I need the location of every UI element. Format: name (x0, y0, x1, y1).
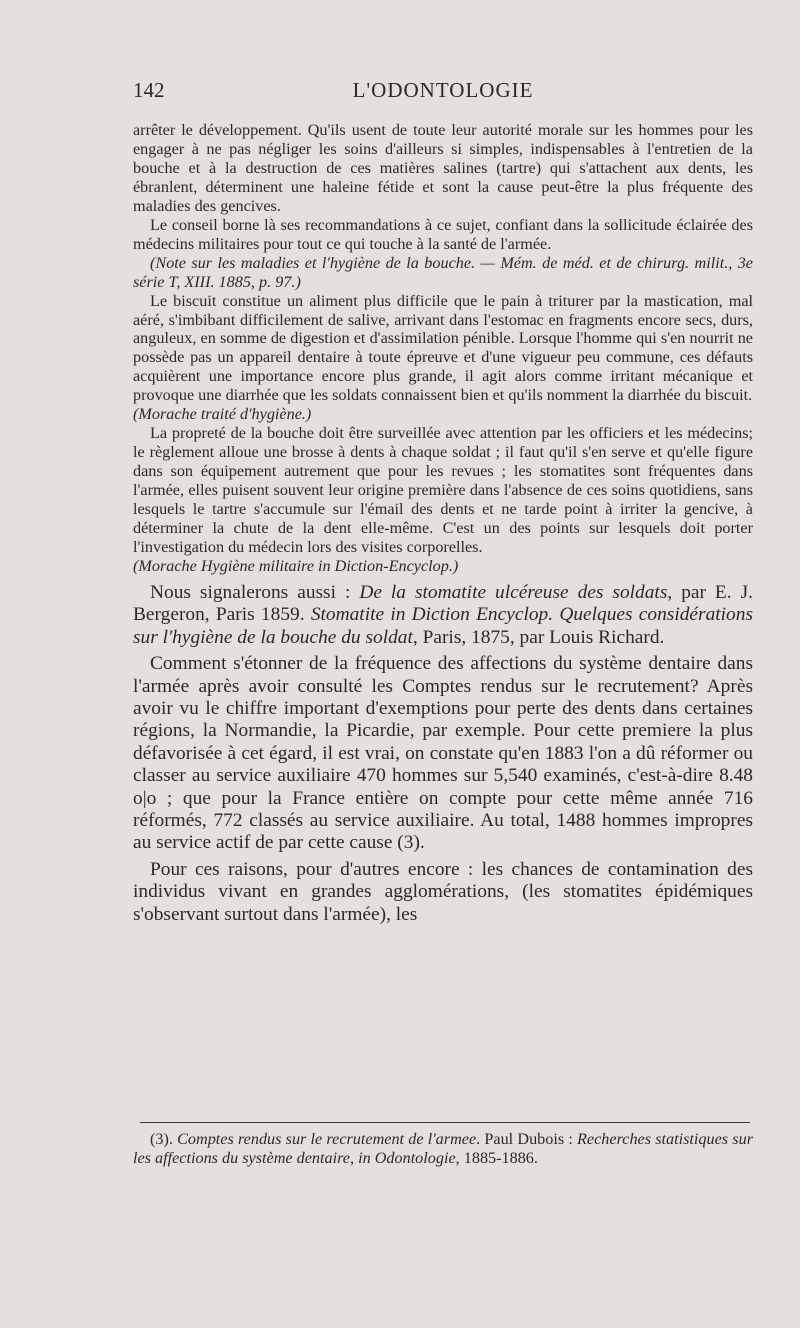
paragraph-biscuit: Le biscuit constitue un aliment plus difficile que le pain à triturer par la mastication, mal aéré, s'imbibant difficilement de salive, arrivant dans l'estomac en fragments encore secs, durs, anguleux, en somme de digestion et d'assimilation pénible. Lorsque l'homme qui s'en nourrit ne possède pas un appareil dentaire à toute épreuve et d'une vigueur peu commune, ces défauts acquièrent une importance encore plus grande, il agit alors comme irritant mécanique et provoque une diarrhée que les soldats connaissent bien et qu'ils nomment la diarrhée du biscuit. (133, 291, 753, 405)
paragraph-comment: Comment s'étonner de la fréquence des affections du système dentaire dans l'armée après avoir consulté les Comptes rendus sur le recrutement? Après avoir vu le chiffre important d'exemptions pour perte des dents dans certaines régions, la Normandie, la Picardie, par exemple. Pour cette premiere la plus défavorisée à cet égard, il est vrai, on constate qu'en 1883 l'on a dû réformer ou classer au service auxiliaire 470 hommes sur 5,540 examinés, c'est-à-dire 8.48 o|o ; que pour la France entière on compte pour cette même année 716 réformés, 772 classés au service auxiliaire. Au total, 1488 hommes impropres au service actif de par cette cause (3). (133, 653, 753, 854)
footnote-title-recherches: Recherches statistiques sur les affections du système dentaire (133, 1130, 753, 1167)
footnote (133, 1130, 753, 1168)
citation-morache-hygiene: (Morache Hygiène militaire in Diction-Encyclop.) (133, 556, 459, 575)
paragraph-signalerons (133, 582, 753, 649)
text-segment: , (349, 1148, 359, 1167)
title-stomatite-encyclop: Stomatite in Diction Encyclop. Quelques considérations sur l'hygiène de la bouche du soldat (133, 604, 753, 648)
title-stomatite-ulcereuse: De la stomatite ulcéreuse des soldats (359, 581, 668, 603)
citation-morache-traite: (Morache traité d'hygiène.) (133, 405, 312, 424)
text-segment: , par E. J. Bergeron, Paris 1859. (133, 581, 753, 626)
text-segment: , Paris, 1875, par Louis Richard. (412, 626, 665, 648)
footnote-rule (140, 1122, 750, 1123)
paragraph-raisons: Pour ces raisons, pour d'autres encore : les chances de contamination des individus vivant en grandes agglomérations, (les stomatites épidémiques s'observant surtout dans l'armée), les (133, 858, 753, 925)
running-title: L'ODONTOLOGIE (352, 78, 534, 102)
paragraph-proprete: La propreté de la bouche doit être surveillée avec attention par les officiers et les médecins; le règlement alloue une brosse à dents à chaque soldat ; il faut qu'il s'en serve et qu'elle figure dans son équipement autrement que pour les revues ; les stomatites sont fréquentes dans l'armée, elles puisent souvent leur origine première dans l'absence de ces soins quotidiens, sans lesquels le tartre s'accumule sur l'émail des dents et ne tarde point à irriter la gencive, à déterminer la chute de la dent elle-même. C'est un des points sur lesquels doit porter l'investigation du médecin lors des visites corporelles. (133, 424, 753, 556)
page-number: 142 (133, 78, 165, 102)
text-segment: Nous signalerons aussi : (150, 581, 360, 603)
page-body (133, 121, 753, 926)
footnote-title-odontologie: in Odontologie (358, 1148, 456, 1167)
page-header (133, 78, 753, 108)
footnote-text (133, 1130, 753, 1168)
text-segment: . Paul Dubois : (476, 1130, 578, 1148)
paragraph-continuation: arrêter le développement. Qu'ils usent de toute leur autorité morale sur les hommes pour les engager à ne pas négliger les soins d'ailleurs si simples, indispensables à l'entretien de la bouche et à la destruction de ces matières salines (tartre) qui s'attachent aux dents, les ébranlent, déterminent une haleine fétide et sont la cause peut-être la plus fréquente des maladies des gencives. (133, 121, 753, 215)
footnote-title-comptes: Comptes rendus sur le recrutement de l'armee (177, 1130, 477, 1148)
main-section (133, 582, 753, 926)
citation-note: (Note sur les maladies et l'hygiène de la bouche. — Mém. de méd. et de chirurg. milit., 3e série T, XIII. 1885, p. 97.) (133, 253, 753, 291)
paragraph-conseil: Le conseil borne là ses recommandations à ce sujet, confiant dans la sollicitude éclairée des médecins militaires pour tout ce qui touche à la santé de l'armée. (133, 215, 753, 253)
quoted-section (133, 121, 753, 576)
text-segment: , 1885-1886. (455, 1148, 538, 1167)
footnote-number: (3). (150, 1130, 178, 1148)
